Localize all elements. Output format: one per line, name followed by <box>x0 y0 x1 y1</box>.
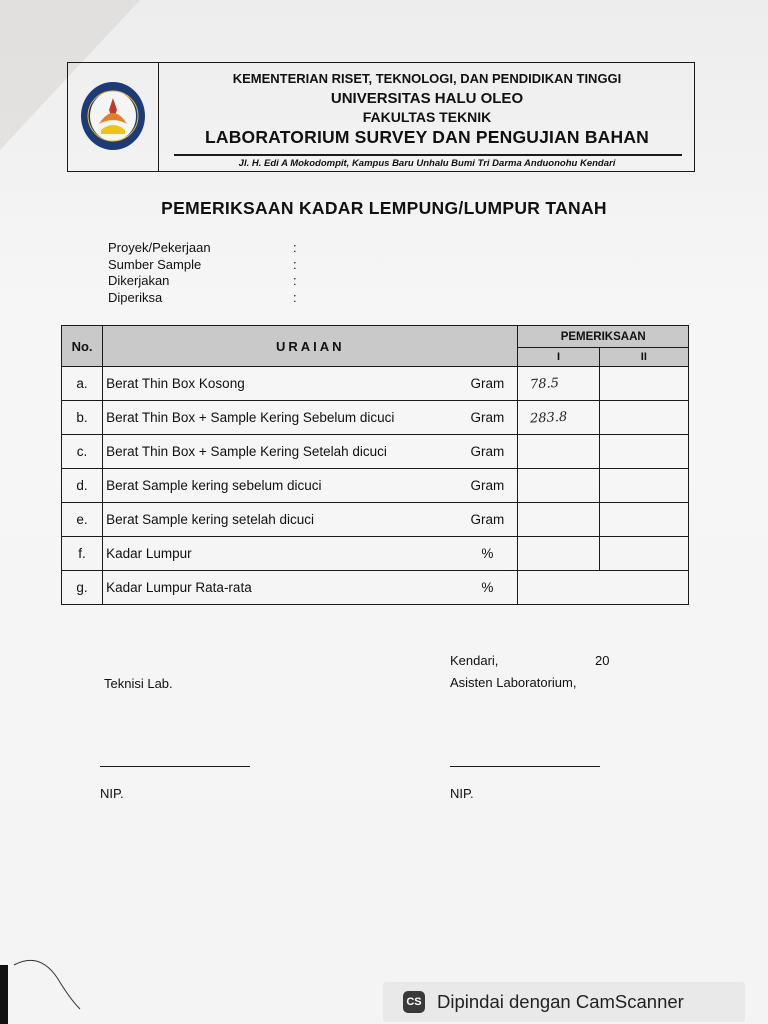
test-results-table <box>61 325 689 605</box>
table-row <box>62 571 689 605</box>
laboratory-name: LABORATORIUM SURVEY DAN PENGUJIAN BAHAN <box>204 127 650 147</box>
meta-colon: : <box>293 256 297 272</box>
header-col-ii: II <box>599 348 688 367</box>
meta-label: Sumber Sample <box>108 256 202 272</box>
table-row <box>62 367 689 401</box>
row-value-i <box>518 537 599 571</box>
row-value-i <box>518 435 599 469</box>
header-pemeriksaan: PEMERIKSAAN <box>518 326 689 348</box>
row-value-ii <box>599 537 688 571</box>
row-desc: Berat Thin Box Kosong <box>103 367 458 401</box>
letterhead-divider <box>174 154 682 156</box>
pen-stroke-mark <box>10 955 90 1015</box>
meta-label: Diperiksa <box>108 289 163 305</box>
meta-label: Proyek/Pekerjaan <box>108 240 211 255</box>
row-no: e. <box>62 503 103 537</box>
row-desc: Berat Thin Box + Sample Kering Sebelum dicuci <box>103 401 458 435</box>
signature-year: 20 <box>595 653 610 668</box>
row-unit: Gram <box>457 401 518 435</box>
camscanner-text: Dipindai dengan CamScanner <box>437 991 684 1012</box>
row-desc: Berat Thin Box + Sample Kering Setelah dicuci <box>103 435 458 469</box>
university-name: UNIVERSITAS HALU OLEO <box>330 90 524 107</box>
handwritten-value: 78.5 <box>530 375 560 392</box>
left-signer-role: Teknisi Lab. <box>104 676 173 691</box>
signature-place: Kendari, <box>450 653 499 668</box>
row-no: a. <box>62 367 103 401</box>
row-no: f. <box>62 537 103 571</box>
row-unit: % <box>457 571 518 605</box>
row-value-ii <box>599 435 688 469</box>
table-row <box>62 537 689 571</box>
row-value-i <box>518 469 599 503</box>
table-row <box>62 469 689 503</box>
row-value-combined <box>518 571 689 605</box>
row-value-i <box>518 401 599 435</box>
camscanner-logo-icon: CS <box>403 991 425 1013</box>
meta-row-done-by <box>108 273 308 290</box>
row-value-ii <box>599 503 688 537</box>
ministry-name: KEMENTERIAN RISET, TEKNOLOGI, DAN PENDIDIKAN TINGGI <box>232 71 622 86</box>
row-value-ii <box>599 401 688 435</box>
document-title: PEMERIKSAAN KADAR LEMPUNG/LUMPUR TANAH <box>161 198 607 218</box>
letterhead <box>67 62 695 172</box>
meta-row-checked-by <box>108 290 308 307</box>
row-unit: % <box>457 537 518 571</box>
row-unit: Gram <box>457 469 518 503</box>
header-no: No. <box>62 326 103 367</box>
row-value-ii <box>599 367 688 401</box>
meta-row-project <box>108 240 308 257</box>
row-value-i <box>518 367 599 401</box>
row-unit: Gram <box>457 367 518 401</box>
university-logo-box <box>68 63 159 171</box>
header-uraian: URAIAN <box>103 326 518 367</box>
row-unit: Gram <box>457 503 518 537</box>
row-value-ii <box>599 469 688 503</box>
letterhead-address: Jl. H. Edi A Mokodompit, Kampus Baru Unhalu Bumi Tri Darma Anduonohu Kendari <box>238 158 616 169</box>
right-nip: NIP. <box>450 786 474 801</box>
university-logo-icon <box>79 80 147 152</box>
meta-row-source <box>108 257 308 274</box>
meta-colon: : <box>293 273 297 288</box>
row-no: g. <box>62 571 103 605</box>
left-signature-line <box>100 766 250 767</box>
meta-label: Dikerjakan <box>108 273 170 288</box>
scan-edge-shadow <box>0 965 8 1024</box>
handwritten-value: 283.8 <box>530 409 569 427</box>
row-no: d. <box>62 469 103 503</box>
table-row <box>62 401 689 435</box>
row-desc: Kadar Lumpur <box>103 537 458 571</box>
table-row <box>62 503 689 537</box>
project-info <box>108 240 308 306</box>
header-col-i: I <box>518 348 599 367</box>
right-signer-role: Asisten Laboratorium, <box>450 675 577 690</box>
row-value-i <box>518 503 599 537</box>
faculty-name: FAKULTAS TEKNIK <box>362 109 492 125</box>
camscanner-watermark <box>383 982 745 1022</box>
left-nip: NIP. <box>100 786 124 801</box>
row-no: c. <box>62 435 103 469</box>
row-no: b. <box>62 401 103 435</box>
row-desc: Berat Sample kering sebelum dicuci <box>103 469 458 503</box>
meta-colon: : <box>293 289 297 305</box>
row-unit: Gram <box>457 435 518 469</box>
row-desc: Kadar Lumpur Rata-rata <box>103 571 458 605</box>
row-desc: Berat Sample kering setelah dicuci <box>103 503 458 537</box>
table-row <box>62 435 689 469</box>
meta-colon: : <box>293 240 297 255</box>
right-signature-line <box>450 766 600 767</box>
